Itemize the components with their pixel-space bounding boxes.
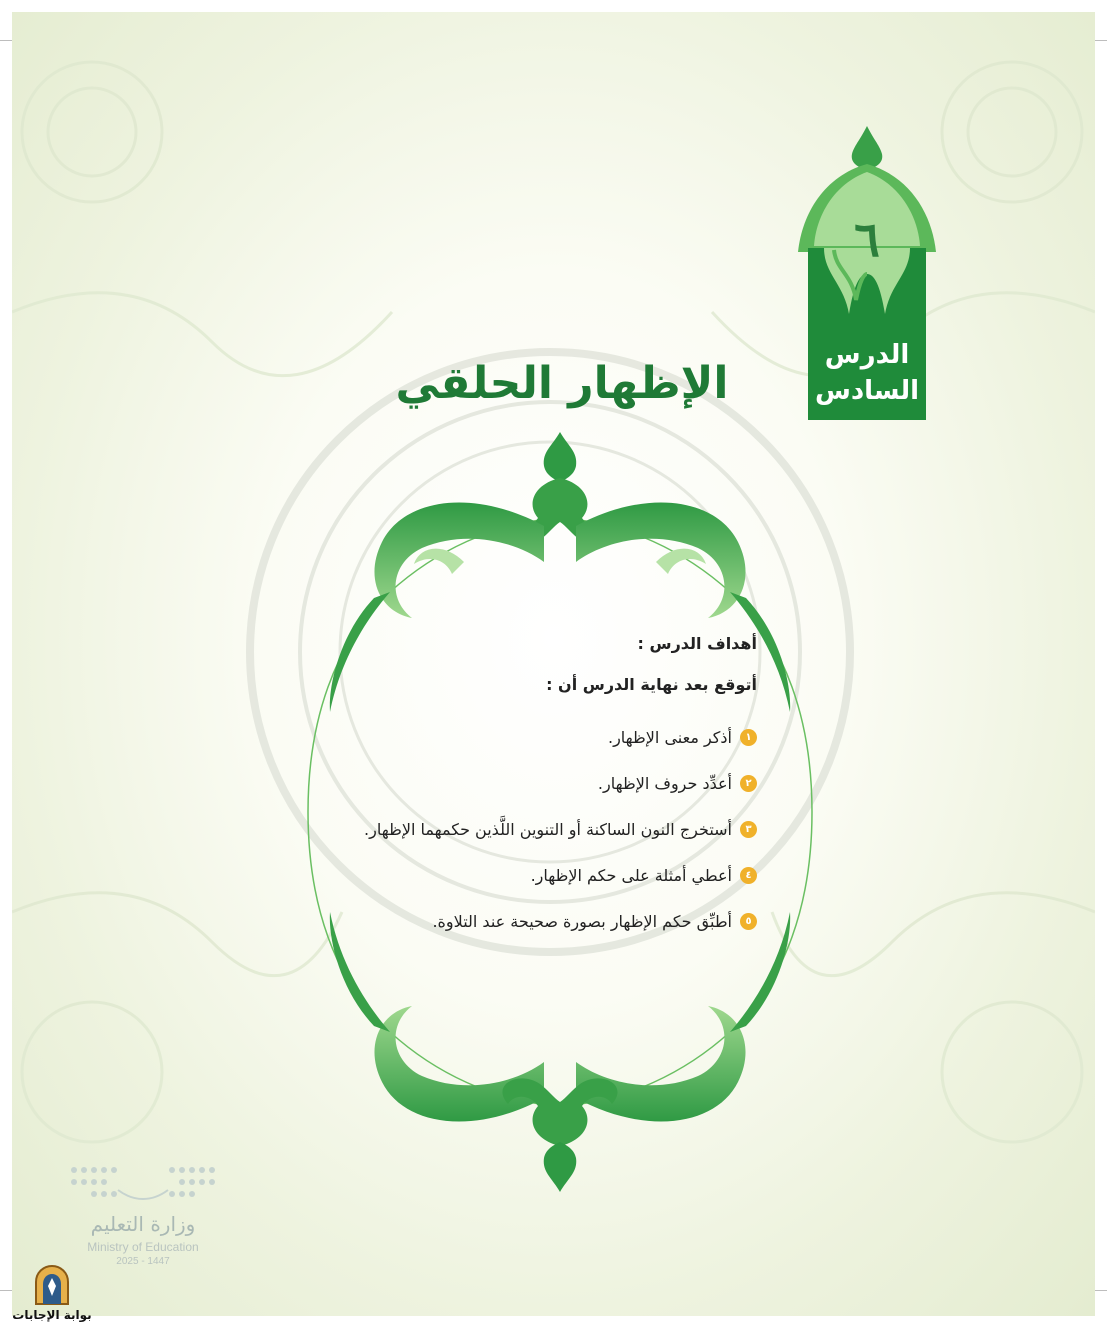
crop-mark	[1093, 1290, 1107, 1291]
objective-item	[297, 898, 757, 944]
objective-number: ٣	[740, 821, 757, 838]
objective-number: ٢	[740, 775, 757, 792]
objective-text: أستخرج النون الساكنة أو التنوين اللَّذين حكمهما الإظهار.	[364, 819, 732, 839]
lesson-badge	[794, 124, 940, 424]
objective-number: ٤	[740, 867, 757, 884]
lesson-objectives	[297, 634, 757, 944]
objective-text: أعطي أمثلة على حكم الإظهار.	[530, 865, 732, 885]
lesson-number: ٦	[854, 212, 880, 268]
portal-name: بوابة الإجابات	[12, 1308, 92, 1322]
objective-item	[297, 714, 757, 760]
lesson-cover-page	[12, 12, 1095, 1316]
objective-item	[297, 806, 757, 852]
lesson-title: الإظهار الحلقي	[395, 358, 729, 409]
ministry-dots-icon	[68, 1162, 218, 1208]
ministry-name-ar: وزارة التعليم	[90, 1212, 196, 1236]
arch-icon	[32, 1264, 72, 1306]
crop-mark	[1093, 40, 1107, 41]
objective-text: أطبِّق حكم الإظهار بصورة صحيحة عند التلاوة.	[432, 911, 732, 931]
portal-watermark	[4, 1264, 100, 1324]
objective-text: أذكر معنى الإظهار.	[607, 727, 732, 747]
objective-text: أعدِّد حروف الإظهار.	[597, 773, 732, 793]
objective-item	[297, 760, 757, 806]
lesson-label-line2: السادس	[814, 376, 920, 406]
objectives-heading: أهداف الدرس :	[637, 634, 757, 653]
objective-item	[297, 852, 757, 898]
lesson-label-line1: الدرس	[824, 340, 910, 370]
ministry-year: 2025 - 1447	[116, 1256, 170, 1267]
objective-number: ١	[740, 729, 757, 746]
ministry-name-en: Ministry of Education	[87, 1240, 199, 1254]
objectives-intro: أتوقع بعد نهاية الدرس أن :	[546, 675, 757, 694]
objective-number: ٥	[740, 913, 757, 930]
